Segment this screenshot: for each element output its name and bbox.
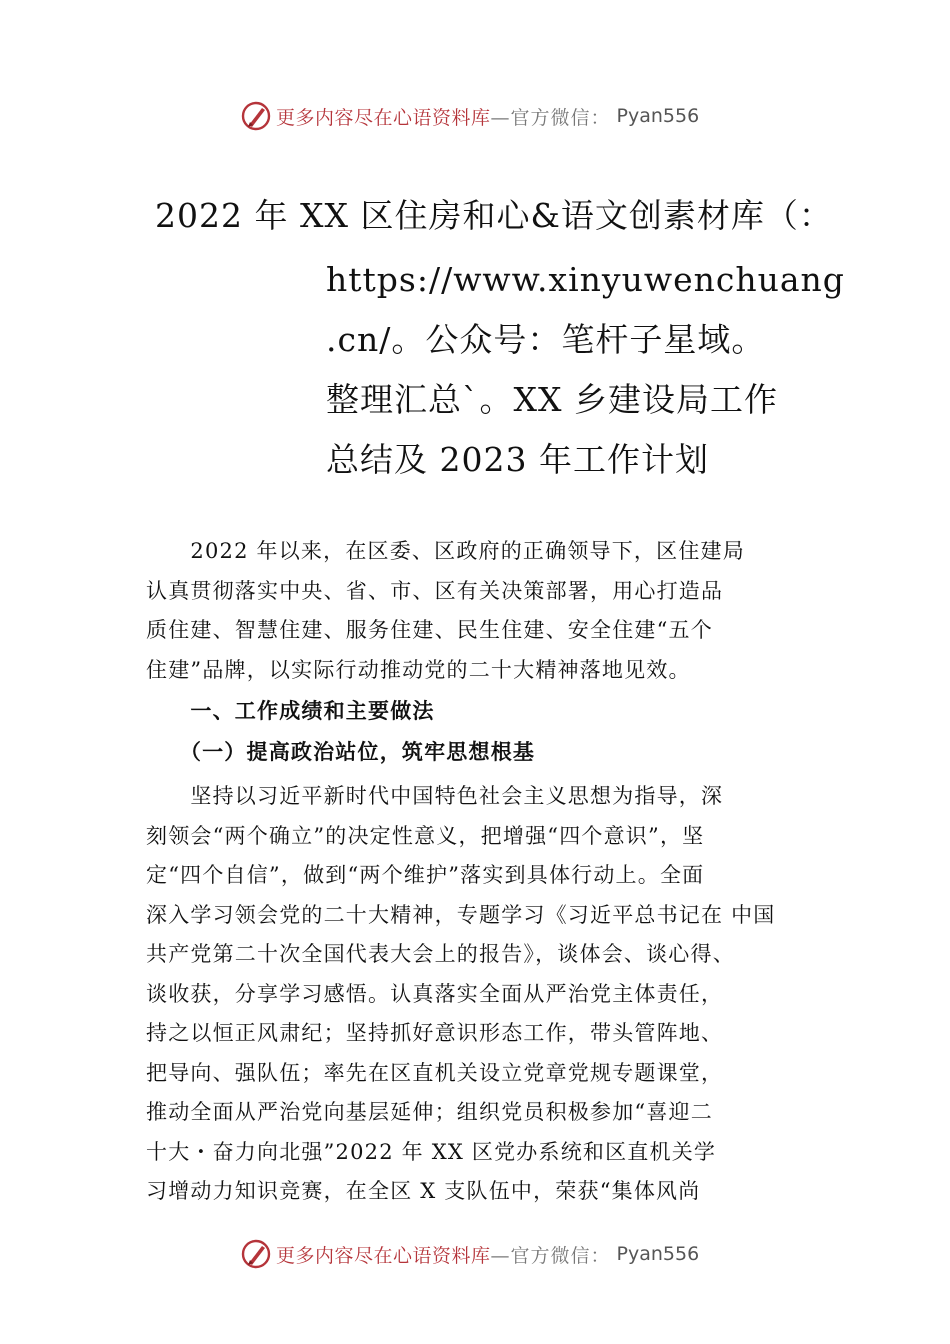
text-line: 十大・奋力向北强”2022 年 XX 区党办系统和区直机关学 <box>146 1139 717 1164</box>
subsection-heading-text: （一）提高政治站位，筑牢思想根基 <box>146 739 536 764</box>
text-line: 住建”品牌，以实际行动推动党的二十大精神落地见效。 <box>146 657 691 682</box>
title-line: https://www.xinyuwenchuang <box>326 260 845 299</box>
text-line: 认真贯彻落实中央、省、市、区有关决策部署，用心打造品 <box>146 578 724 603</box>
footer-banner <box>0 1234 950 1274</box>
section-heading <box>146 692 808 732</box>
title-line: 2022 年 XX 区住房和心&语文创素材库（： <box>155 196 833 235</box>
text-line: 质住建、智慧住建、服务住建、民生住建、安全住建“五个 <box>146 618 713 642</box>
text-line: 坚持以习近平新时代中国特色社会主义思想为指导，深 <box>146 784 724 808</box>
text-line: 谈收获，分享学习感悟。认真落实全面从严治党主体责任， <box>146 981 724 1006</box>
intro-paragraph <box>146 532 808 690</box>
text-line: 习增动力知识竞赛，在全区 X 支队伍中，荣获“集体风尚 <box>146 1179 701 1203</box>
text-line: 共产党第二十次全国代表大会上的报告》，谈体会、谈心得、 <box>146 942 735 966</box>
text-line: 2022 年以来，在区委、区政府的正确领导下，区住建局 <box>146 539 745 563</box>
title-line: 总结及 2023 年工作计划 <box>326 440 709 479</box>
title-line: .cn/。公众号：笔杆子星域。 <box>326 320 766 359</box>
text-line: 持之以恒正风肃纪；坚持抓好意识形态工作，带头管阵地、 <box>146 1021 724 1045</box>
text-line: 刻领会“两个确立”的决定性意义，把增强“四个意识”，坚 <box>146 823 705 848</box>
banner-brand-text: 更多内容尽在心语资料库 <box>276 1244 491 1267</box>
banner-separator-text: —官方微信： <box>490 106 611 129</box>
header-banner <box>0 96 950 136</box>
banner-separator-text: —官方微信： <box>490 1244 611 1267</box>
pen-in-circle-logo-icon <box>240 100 272 132</box>
pen-in-circle-logo-icon <box>240 1238 272 1270</box>
body-paragraph <box>146 777 808 1212</box>
section-heading-text: 一、工作成绩和主要做法 <box>146 699 435 723</box>
text-line: 推动全面从严治党向基层延伸；组织党员积极参加“喜迎二 <box>146 1100 713 1124</box>
text-line: 深入学习领会党的二十大精神，专题学习《习近平总书记在 中国 <box>146 902 776 927</box>
title-line: 整理汇总`。XX 乡建设局工作 <box>326 380 778 419</box>
banner-brand-text: 更多内容尽在心语资料库 <box>276 106 491 129</box>
banner-wechat-id: Pyan556 <box>616 105 700 127</box>
text-line: 定“四个自信”，做到“两个维护”落实到具体行动上。全面 <box>146 863 705 887</box>
text-line: 把导向、强队伍；率先在区直机关设立党章党规专题课堂， <box>146 1060 724 1085</box>
subsection-heading <box>146 732 808 772</box>
banner-wechat-id: Pyan556 <box>616 1243 700 1265</box>
